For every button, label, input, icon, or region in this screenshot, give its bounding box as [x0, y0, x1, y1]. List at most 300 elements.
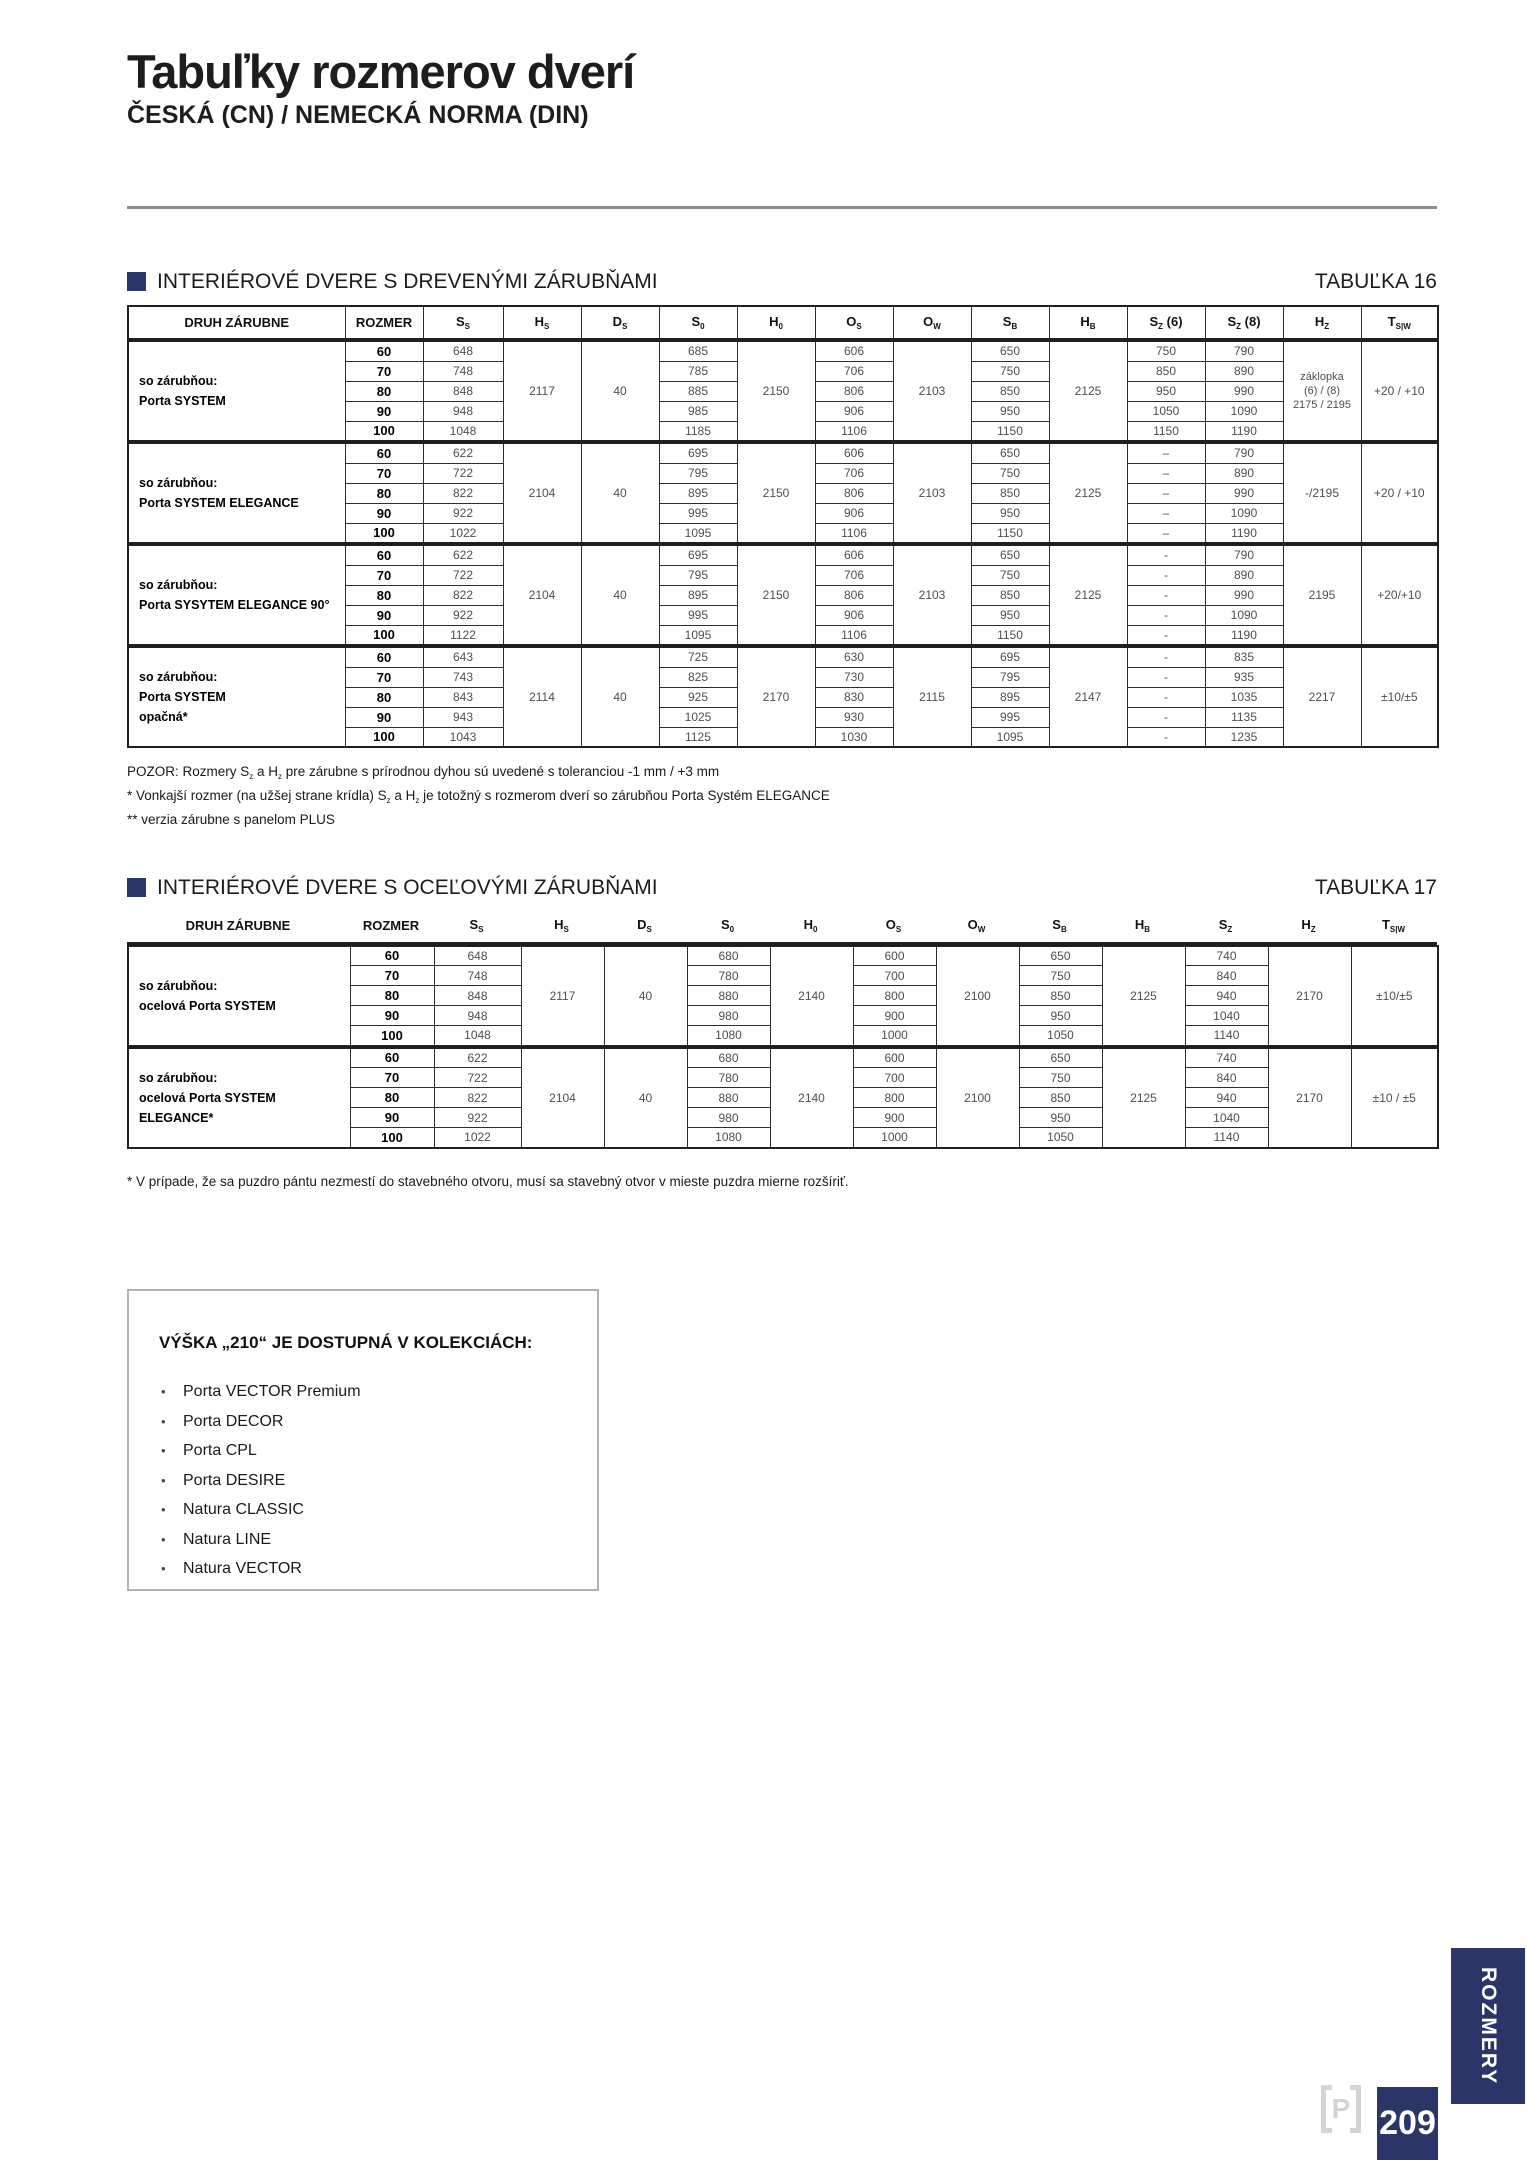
cell-ow: 2100	[936, 1048, 1019, 1148]
table-16-label: TABUĽKA 16	[1314, 270, 1437, 293]
cell-sz8: 890	[1205, 361, 1283, 381]
cell-hb: 2125	[1049, 443, 1127, 543]
section-wooden-frames	[127, 270, 1437, 298]
collection-item	[161, 1413, 597, 1431]
cell-rozmer: 80	[345, 585, 423, 605]
cell-sz8: 1190	[1205, 625, 1283, 645]
cell-sz8: 1090	[1205, 401, 1283, 421]
section-square-icon	[127, 272, 146, 291]
column-header: $O_S$	[852, 910, 935, 943]
cell-hs: 2117	[521, 946, 604, 1046]
cell-ow: 2100	[936, 946, 1019, 1046]
column-header: $H_S$	[503, 306, 581, 339]
cell-rozmer: 100	[345, 625, 423, 645]
porta-logo-icon	[1320, 2084, 1362, 2134]
cell-s0: 1080	[687, 1128, 770, 1148]
cell-h0: 2170	[737, 647, 815, 747]
cell-s0: 680	[687, 946, 770, 966]
cell-os: 806	[815, 381, 893, 401]
cell-ss: 748	[423, 361, 503, 381]
cell-os: 800	[853, 986, 936, 1006]
column-header: $O_W$	[935, 910, 1018, 943]
table-16	[127, 305, 1437, 748]
cell-ss: 743	[423, 667, 503, 687]
column-header: $H_B$	[1049, 306, 1127, 339]
cell-h0: 2150	[737, 443, 815, 543]
column-header: DRUH ZÁRUBNE	[127, 910, 349, 943]
collection-item	[161, 1501, 597, 1519]
collection-item-label: Natura LINE	[183, 1530, 272, 1548]
cell-sz6: 850	[1127, 361, 1205, 381]
cell-hb: 2147	[1049, 647, 1127, 747]
cell-sz6: 950	[1127, 381, 1205, 401]
cell-os: 906	[815, 503, 893, 523]
cell-ss: 722	[423, 463, 503, 483]
cell-sb: 1150	[971, 421, 1049, 441]
cell-sz8: 890	[1205, 463, 1283, 483]
cell-os: 1106	[815, 523, 893, 543]
cell-os: 800	[853, 1088, 936, 1108]
cell-tsw: +20 / +10	[1361, 341, 1438, 441]
table-group	[127, 544, 1439, 646]
cell-sb: 850	[1019, 986, 1102, 1006]
cell-ow: 2103	[893, 545, 971, 645]
cell-ds: 40	[604, 1048, 687, 1148]
cell-sb: 850	[971, 483, 1049, 503]
cell-ss: 622	[434, 1048, 521, 1068]
header-divider	[127, 206, 1437, 209]
column-header: $S_0$	[686, 910, 769, 943]
cell-sz: 1040	[1185, 1108, 1268, 1128]
cell-rozmer: 70	[350, 1068, 434, 1088]
cell-s0: 980	[687, 1006, 770, 1026]
cell-s0: 1125	[659, 727, 737, 747]
cell-ss: 1048	[423, 421, 503, 441]
cell-hb: 2125	[1049, 341, 1127, 441]
column-header: $H_0$	[769, 910, 852, 943]
table-group	[127, 340, 1439, 442]
cell-tsw: +20 / +10	[1361, 443, 1438, 543]
collection-item	[161, 1383, 597, 1401]
cell-hb: 2125	[1102, 946, 1185, 1046]
cell-ss: 748	[434, 966, 521, 986]
cell-tsw: ±10/±5	[1361, 647, 1438, 747]
bullet-icon: •	[161, 1472, 166, 1488]
cell-rozmer: 80	[350, 986, 434, 1006]
collection-item	[161, 1472, 597, 1490]
cell-rozmer: 60	[350, 946, 434, 966]
cell-os: 1000	[853, 1026, 936, 1046]
cell-sz6: -	[1127, 687, 1205, 707]
column-header: DRUH ZÁRUBNE	[128, 306, 345, 339]
cell-sb: 850	[971, 381, 1049, 401]
cell-sb: 995	[971, 707, 1049, 727]
cell-ss: 648	[423, 341, 503, 361]
cell-sz6: –	[1127, 503, 1205, 523]
cell-sz8: 790	[1205, 443, 1283, 463]
bullet-icon: •	[161, 1384, 166, 1399]
cell-ss: 922	[423, 605, 503, 625]
table-row	[128, 341, 1438, 361]
cell-rozmer: 60	[345, 443, 423, 463]
collections-box	[127, 1289, 599, 1591]
cell-s0: 995	[659, 503, 737, 523]
cell-sb: 750	[1019, 966, 1102, 986]
cell-h0: 2140	[770, 1048, 853, 1148]
cell-ss: 622	[423, 443, 503, 463]
table-header-row	[127, 910, 1437, 945]
cell-s0: 880	[687, 986, 770, 1006]
collection-item	[161, 1531, 597, 1549]
section-title: INTERIÉROVÉ DVERE S OCEĽOVÝMI ZÁRUBŇAMI	[157, 876, 658, 899]
cell-sz6: -	[1127, 585, 1205, 605]
table-row	[128, 946, 1438, 966]
cell-hs: 2117	[503, 341, 581, 441]
cell-tsw: +20/+10	[1361, 545, 1438, 645]
cell-ss: 922	[434, 1108, 521, 1128]
cell-sz6: –	[1127, 463, 1205, 483]
cell-sz6: 1050	[1127, 401, 1205, 421]
cell-sz6: -	[1127, 647, 1205, 667]
cell-os: 906	[815, 401, 893, 421]
cell-sb: 750	[971, 463, 1049, 483]
cell-sb: 650	[971, 341, 1049, 361]
cell-ss: 1048	[434, 1026, 521, 1046]
cell-os: 906	[815, 605, 893, 625]
cell-hs: 2104	[521, 1048, 604, 1148]
cell-rozmer: 100	[345, 727, 423, 747]
cell-sz8: 790	[1205, 545, 1283, 565]
cell-sz6: -	[1127, 625, 1205, 645]
cell-sb: 795	[971, 667, 1049, 687]
cell-sz8: 1190	[1205, 523, 1283, 543]
column-header: ROZMER	[345, 306, 423, 339]
cell-hz: -/2195	[1283, 443, 1361, 543]
cell-sb: 650	[971, 545, 1049, 565]
side-tab-label: ROZMERY	[1477, 1966, 1500, 2086]
cell-ss: 622	[423, 545, 503, 565]
table-17-note	[127, 1172, 849, 1191]
frame-type-label: so zárubňou: Porta SYSTEM opačná*	[128, 647, 345, 747]
cell-rozmer: 100	[345, 421, 423, 441]
cell-sb: 750	[971, 565, 1049, 585]
cell-tsw: ±10 / ±5	[1351, 1048, 1438, 1148]
cell-sb: 1150	[971, 625, 1049, 645]
cell-hb: 2125	[1049, 545, 1127, 645]
collection-item	[161, 1442, 597, 1460]
cell-hb: 2125	[1102, 1048, 1185, 1148]
cell-s0: 780	[687, 966, 770, 986]
cell-os: 806	[815, 483, 893, 503]
column-header: $S_0$	[659, 306, 737, 339]
cell-sb: 650	[1019, 946, 1102, 966]
svg-text:P: P	[1331, 2093, 1351, 2124]
note-line: * V prípade, že sa puzdro pántu nezmestí do stavebného otvoru, musí sa stavebný otvor v mieste puzdra mierne rozšíriť.	[127, 1174, 849, 1189]
cell-ow: 2103	[893, 341, 971, 441]
cell-ss: 722	[434, 1068, 521, 1088]
cell-ss: 922	[423, 503, 503, 523]
cell-tsw: ±10/±5	[1351, 946, 1438, 1046]
cell-sb: 1050	[1019, 1128, 1102, 1148]
table-row	[128, 443, 1438, 463]
cell-rozmer: 90	[345, 605, 423, 625]
cell-s0: 885	[659, 381, 737, 401]
section-steel-frames	[127, 876, 1437, 904]
collection-item	[161, 1560, 597, 1578]
column-header: $D_S$	[581, 306, 659, 339]
cell-s0: 995	[659, 605, 737, 625]
cell-sb: 895	[971, 687, 1049, 707]
cell-s0: 925	[659, 687, 737, 707]
column-header: $O_W$	[893, 306, 971, 339]
bullet-icon: •	[161, 1413, 166, 1429]
column-header: $S_Z$	[1184, 910, 1267, 943]
cell-ss: 1122	[423, 625, 503, 645]
page-title: Tabuľky rozmerov dverí	[127, 45, 635, 98]
cell-ds: 40	[581, 443, 659, 543]
cell-sz6: -	[1127, 605, 1205, 625]
cell-sz8: 1090	[1205, 503, 1283, 523]
cell-sz8: 990	[1205, 585, 1283, 605]
cell-os: 900	[853, 1108, 936, 1128]
collections-list	[161, 1383, 597, 1578]
cell-ss: 1022	[434, 1128, 521, 1148]
table-group	[127, 442, 1439, 544]
cell-ss: 848	[423, 381, 503, 401]
cell-sz6: –	[1127, 523, 1205, 543]
cell-ss: 948	[434, 1006, 521, 1026]
cell-s0: 695	[659, 545, 737, 565]
cell-rozmer: 90	[345, 503, 423, 523]
note-line: POZOR: Rozmery $S_z$ a $H_z$ pre zárubne s prírodnou dyhou sú uvedené s toleranciou -1 mm / +3 mm	[127, 764, 720, 781]
cell-os: 600	[853, 946, 936, 966]
cell-sz: 740	[1185, 946, 1268, 966]
cell-rozmer: 100	[350, 1026, 434, 1046]
cell-sz6: -	[1127, 545, 1205, 565]
section-square-icon	[127, 878, 146, 897]
cell-os: 706	[815, 463, 893, 483]
bullet-icon: •	[161, 1561, 166, 1576]
column-header: $D_S$	[603, 910, 686, 943]
column-header: $T_{S|W}$	[1350, 910, 1437, 943]
collection-item-label: Natura VECTOR	[183, 1560, 302, 1577]
cell-ss: 1043	[423, 727, 503, 747]
cell-os: 806	[815, 585, 893, 605]
column-header: $S_S$	[423, 306, 503, 339]
cell-sz6: 1150	[1127, 421, 1205, 441]
cell-ds: 40	[581, 545, 659, 645]
column-header: $S_Z$ (6)	[1127, 306, 1205, 339]
cell-sz6: –	[1127, 443, 1205, 463]
cell-sz: 1140	[1185, 1128, 1268, 1148]
cell-s0: 780	[687, 1068, 770, 1088]
table-group	[127, 646, 1439, 748]
cell-s0: 795	[659, 463, 737, 483]
cell-hz: 2170	[1268, 946, 1351, 1046]
cell-ss: 843	[423, 687, 503, 707]
collection-item-label: Porta CPL	[183, 1442, 257, 1459]
cell-hz: záklopka (6) / (8) 2175 / 2195	[1283, 341, 1361, 441]
cell-sb: 850	[1019, 1088, 1102, 1108]
column-header: $S_Z$ (8)	[1205, 306, 1283, 339]
page-subtitle: ČESKÁ (CN) / NEMECKÁ NORMA (DIN)	[127, 101, 589, 129]
cell-h0: 2140	[770, 946, 853, 1046]
note-line: * Vonkajší rozmer (na užšej strane krídla) $S_z$ a $H_z$ je totožný s rozmerom dverí so zárubňou Porta Systém ELEGANCE	[127, 788, 830, 805]
cell-s0: 825	[659, 667, 737, 687]
cell-s0: 985	[659, 401, 737, 421]
cell-rozmer: 90	[345, 707, 423, 727]
cell-s0: 1095	[659, 523, 737, 543]
cell-sz6: -	[1127, 727, 1205, 747]
cell-sb: 950	[971, 503, 1049, 523]
cell-rozmer: 70	[345, 463, 423, 483]
cell-os: 700	[853, 1068, 936, 1088]
cell-sb: 950	[971, 401, 1049, 421]
cell-h0: 2150	[737, 341, 815, 441]
column-header: $H_Z$	[1283, 306, 1361, 339]
bullet-icon: •	[161, 1502, 166, 1517]
cell-rozmer: 60	[350, 1048, 434, 1068]
cell-rozmer: 60	[345, 341, 423, 361]
cell-rozmer: 100	[350, 1128, 434, 1148]
cell-os: 606	[815, 443, 893, 463]
cell-s0: 895	[659, 483, 737, 503]
cell-os: 730	[815, 667, 893, 687]
cell-sb: 750	[1019, 1068, 1102, 1088]
cell-ow: 2103	[893, 443, 971, 543]
cell-ss: 822	[423, 483, 503, 503]
cell-sb: 1095	[971, 727, 1049, 747]
cell-ss: 1022	[423, 523, 503, 543]
cell-s0: 785	[659, 361, 737, 381]
column-header: $H_S$	[520, 910, 603, 943]
cell-sz6: 750	[1127, 341, 1205, 361]
cell-os: 1030	[815, 727, 893, 747]
column-header: $H_B$	[1101, 910, 1184, 943]
column-header: $H_Z$	[1267, 910, 1350, 943]
cell-s0: 880	[687, 1088, 770, 1108]
frame-type-label: so zárubňou: Porta SYSYTEM ELEGANCE 90°	[128, 545, 345, 645]
cell-ss: 648	[434, 946, 521, 966]
cell-hs: 2114	[503, 647, 581, 747]
cell-rozmer: 90	[350, 1108, 434, 1128]
frame-type-label: so zárubňou: Porta SYSTEM	[128, 341, 345, 441]
bullet-icon: •	[161, 1443, 166, 1458]
column-header: $S_S$	[433, 910, 520, 943]
cell-sz8: 1090	[1205, 605, 1283, 625]
cell-sz: 740	[1185, 1048, 1268, 1068]
cell-sz: 940	[1185, 1088, 1268, 1108]
cell-sb: 950	[1019, 1006, 1102, 1026]
cell-ds: 40	[581, 647, 659, 747]
cell-os: 706	[815, 361, 893, 381]
table-group	[127, 1047, 1439, 1149]
cell-sz8: 890	[1205, 565, 1283, 585]
cell-ss: 948	[423, 401, 503, 421]
cell-hz: 2170	[1268, 1048, 1351, 1148]
cell-s0: 725	[659, 647, 737, 667]
section-title: INTERIÉROVÉ DVERE S DREVENÝMI ZÁRUBŇAMI	[157, 270, 658, 293]
collection-item-label: Porta VECTOR Premium	[183, 1383, 361, 1400]
cell-ss: 822	[434, 1088, 521, 1108]
cell-s0: 1095	[659, 625, 737, 645]
cell-sz6: -	[1127, 707, 1205, 727]
cell-sz: 1040	[1185, 1006, 1268, 1026]
cell-hs: 2104	[503, 443, 581, 543]
cell-sb: 950	[1019, 1108, 1102, 1128]
cell-os: 830	[815, 687, 893, 707]
cell-rozmer: 90	[350, 1006, 434, 1026]
cell-sz: 940	[1185, 986, 1268, 1006]
cell-sb: 1050	[1019, 1026, 1102, 1046]
cell-sz6: –	[1127, 483, 1205, 503]
column-header: ROZMER	[349, 910, 433, 943]
cell-sz6: -	[1127, 565, 1205, 585]
frame-type-label: so zárubňou: ocelová Porta SYSTEM	[128, 946, 350, 1046]
cell-sz6: -	[1127, 667, 1205, 687]
cell-sz: 840	[1185, 966, 1268, 986]
cell-ss: 943	[423, 707, 503, 727]
cell-sz8: 1135	[1205, 707, 1283, 727]
cell-sb: 695	[971, 647, 1049, 667]
cell-sz8: 990	[1205, 381, 1283, 401]
cell-rozmer: 80	[350, 1088, 434, 1108]
cell-rozmer: 60	[345, 545, 423, 565]
cell-sz: 1140	[1185, 1026, 1268, 1046]
cell-os: 700	[853, 966, 936, 986]
cell-os: 930	[815, 707, 893, 727]
collections-box-title: VÝŠKA „210“ JE DOSTUPNÁ V KOLEKCIÁCH:	[159, 1333, 533, 1352]
cell-ss: 822	[423, 585, 503, 605]
cell-sz8: 990	[1205, 483, 1283, 503]
cell-rozmer: 70	[345, 361, 423, 381]
note-line: ** verzia zárubne s panelom PLUS	[127, 812, 335, 827]
cell-rozmer: 60	[345, 647, 423, 667]
cell-ss: 722	[423, 565, 503, 585]
cell-os: 1000	[853, 1128, 936, 1148]
cell-s0: 695	[659, 443, 737, 463]
cell-s0: 1025	[659, 707, 737, 727]
table-17	[127, 910, 1437, 1149]
collection-item-label: Porta DECOR	[183, 1412, 284, 1430]
cell-hz: 2217	[1283, 647, 1361, 747]
cell-s0: 680	[687, 1048, 770, 1068]
cell-sz8: 1035	[1205, 687, 1283, 707]
cell-rozmer: 90	[345, 401, 423, 421]
table-17-label: TABUĽKA 17	[1314, 876, 1437, 899]
cell-s0: 980	[687, 1108, 770, 1128]
cell-sz8: 835	[1205, 647, 1283, 667]
cell-os: 1106	[815, 625, 893, 645]
cell-sb: 1150	[971, 523, 1049, 543]
cell-os: 1106	[815, 421, 893, 441]
cell-hz: 2195	[1283, 545, 1361, 645]
cell-sb: 850	[971, 585, 1049, 605]
collection-item-label: Porta DESIRE	[183, 1471, 286, 1489]
frame-type-label: so zárubňou: ocelová Porta SYSTEM ELEGANCE*	[128, 1048, 350, 1148]
cell-rozmer: 70	[345, 565, 423, 585]
cell-os: 900	[853, 1006, 936, 1026]
collection-item-label: Natura CLASSIC	[183, 1501, 304, 1518]
table-header-row	[127, 305, 1439, 340]
table-row	[128, 545, 1438, 565]
cell-rozmer: 100	[345, 523, 423, 543]
cell-rozmer: 80	[345, 687, 423, 707]
cell-s0: 685	[659, 341, 737, 361]
cell-sb: 650	[1019, 1048, 1102, 1068]
cell-s0: 795	[659, 565, 737, 585]
cell-sb: 950	[971, 605, 1049, 625]
